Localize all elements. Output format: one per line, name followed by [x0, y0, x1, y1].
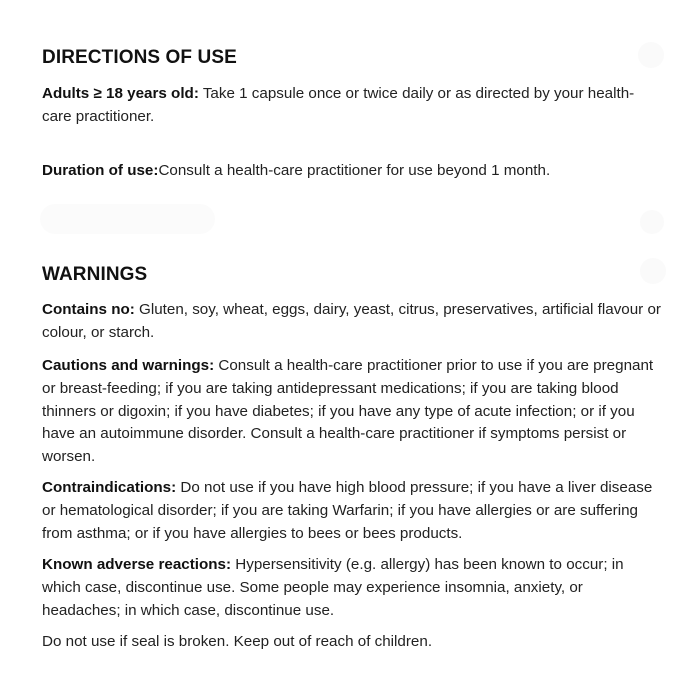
contains-no-text: Gluten, soy, wheat, eggs, dairy, yeast, citrus, preservatives, artificial flavour or colour, or starch.: [42, 301, 661, 341]
duration-paragraph: [42, 160, 662, 183]
duration-label: Duration of use:: [42, 162, 159, 179]
seal-warning-paragraph: Do not use if seal is broken. Keep out of reach of children.: [42, 633, 433, 650]
contains-no-label: Contains no:: [42, 301, 135, 318]
background-smudge: [638, 42, 664, 68]
background-smudge: [640, 210, 664, 234]
adverse-reactions-text: Hypersensitivity (e.g. allergy) has been known to occur; in which case, discontinue use. Some people may experience insomnia, anxiety, or headaches; in which case, discontinue use.: [42, 556, 624, 619]
contains-no-paragraph: [42, 299, 662, 345]
adults-dosage-paragraph: [42, 83, 662, 129]
contraindications-text: Do not use if you have high blood pressure; if you have a liver disease or hematological disorder; if you are taking Warfarin; if you have allergies or are suffering from asthma; or if you have allergies to bees or bees products.: [42, 479, 653, 542]
contraindications-label: Contraindications:: [42, 479, 177, 496]
duration-text: Consult a health-care practitioner for use beyond 1 month.: [158, 162, 551, 179]
cautions-text: Consult a health-care practitioner prior to use if you are pregnant or breast-feeding; if you are taking antidepressant medications; if you are taking blood thinners or digoxin; if you have diabetes; if you have any type of acute infection; or if you have an autoimmune disorder. Consult a health-care practitioner if symptoms persist or worsen.: [42, 357, 654, 466]
adults-text: Take 1 capsule once or twice daily or as directed by your health-care practitioner.: [42, 85, 635, 125]
cautions-label: Cautions and warnings:: [42, 357, 215, 374]
adverse-reactions-label: Known adverse reactions:: [42, 556, 232, 573]
adults-label: Adults ≥ 18 years old:: [42, 85, 199, 102]
adverse-reactions-paragraph: [42, 554, 662, 622]
background-smudge: [40, 204, 215, 234]
warnings-heading: WARNINGS: [42, 264, 148, 285]
contraindications-paragraph: [42, 477, 662, 545]
background-smudge: [640, 258, 666, 284]
directions-heading: DIRECTIONS OF USE: [42, 47, 237, 68]
cautions-paragraph: [42, 355, 662, 469]
